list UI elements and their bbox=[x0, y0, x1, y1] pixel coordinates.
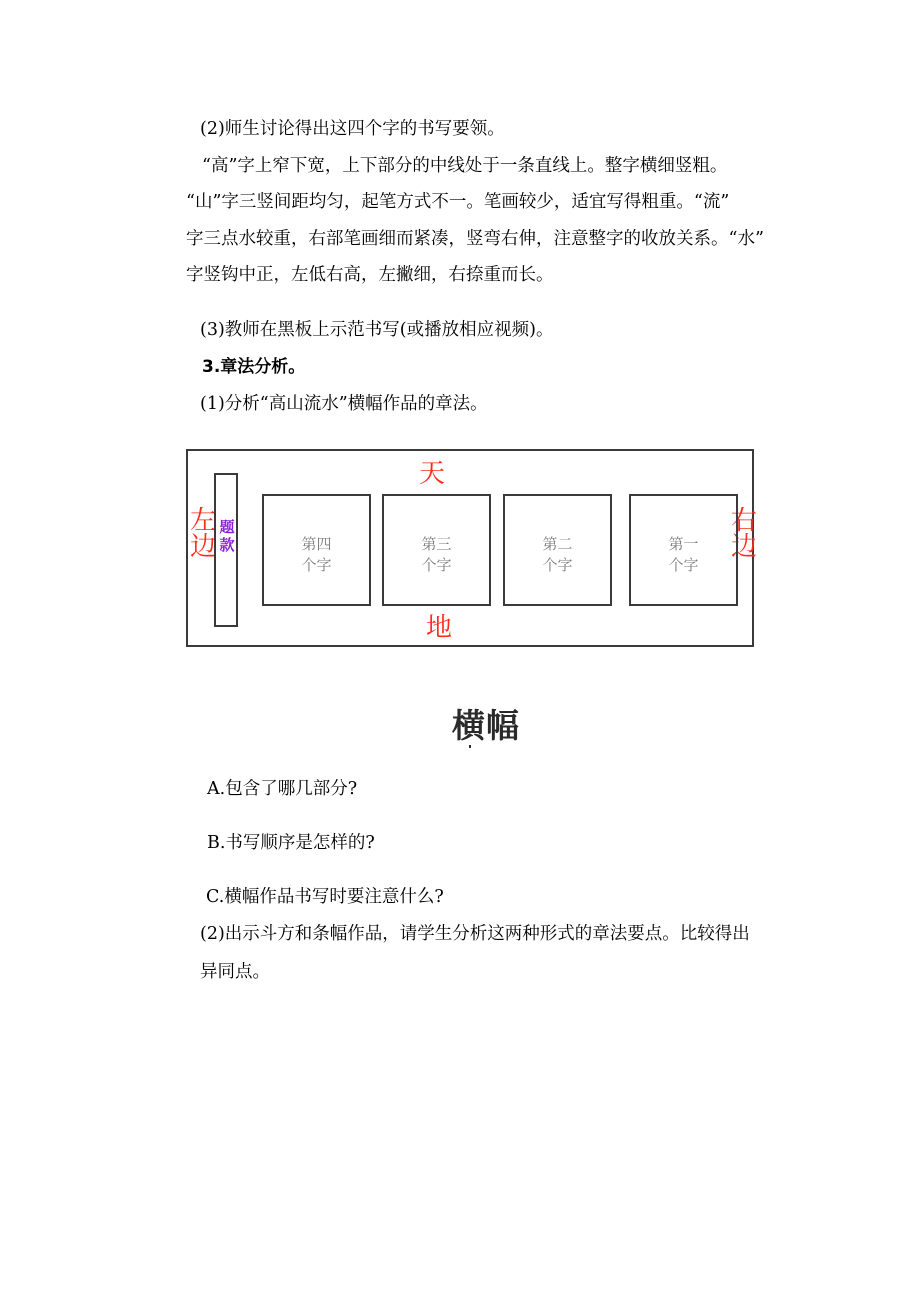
right-edge-label: 右边 bbox=[731, 506, 758, 562]
colophon-label: 题款 bbox=[219, 518, 235, 554]
char-cell-3-label bbox=[382, 534, 491, 576]
question-c: C.横幅作品书写时要注意什么? bbox=[206, 887, 444, 907]
analysis-step-1: (1)分析“高山流水”横幅作品的章法。 bbox=[200, 394, 488, 414]
cell-label-line: 个字 bbox=[668, 556, 699, 574]
question-a: A.包含了哪几部分? bbox=[207, 779, 358, 799]
paragraph-line: 字三点水较重，右部笔画细而紧凑，竖弯右伸，注意整字的收放关系。“水” bbox=[186, 229, 764, 249]
cell-label-line: 个字 bbox=[542, 556, 573, 574]
char-cell-2-label bbox=[503, 534, 612, 576]
diagram-caption: 横幅 bbox=[452, 706, 520, 745]
step-2-title: (2)师生讨论得出这四个字的书写要领。 bbox=[200, 119, 505, 139]
closing-line: 异同点。 bbox=[200, 962, 270, 982]
caption-mark bbox=[469, 745, 471, 748]
question-b: B.书写顺序是怎样的? bbox=[207, 833, 375, 853]
cell-label-line: 第三 bbox=[421, 535, 452, 553]
left-edge-label: 左边 bbox=[190, 506, 217, 562]
section-heading: 3.章法分析。 bbox=[202, 357, 306, 377]
top-label: 天 bbox=[419, 459, 446, 489]
closing-line: (2)出示斗方和条幅作品，请学生分析这两种形式的章法要点。比较得出 bbox=[200, 924, 750, 944]
cell-label-line: 第四 bbox=[301, 535, 332, 553]
cell-label-line: 第二 bbox=[542, 535, 573, 553]
paragraph-line: “山”字三竖间距均匀，起笔方式不一。笔画较少，适宜写得粗重。“流” bbox=[186, 192, 730, 212]
cell-label-line: 个字 bbox=[421, 556, 452, 574]
char-cell-1-label bbox=[629, 534, 738, 576]
char-cell-4-label bbox=[262, 534, 371, 576]
step-3-text: (3)教师在黑板上示范书写(或播放相应视频)。 bbox=[200, 320, 554, 340]
cell-label-line: 个字 bbox=[301, 556, 332, 574]
paragraph-line: “高”字上窄下宽，上下部分的中线处于一条直线上。整字横细竖粗。 bbox=[202, 156, 728, 176]
paragraph-line: 字竖钩中正，左低右高，左撇细，右捺重而长。 bbox=[186, 265, 554, 285]
bottom-label: 地 bbox=[426, 613, 453, 643]
cell-label-line: 第一 bbox=[668, 535, 699, 553]
